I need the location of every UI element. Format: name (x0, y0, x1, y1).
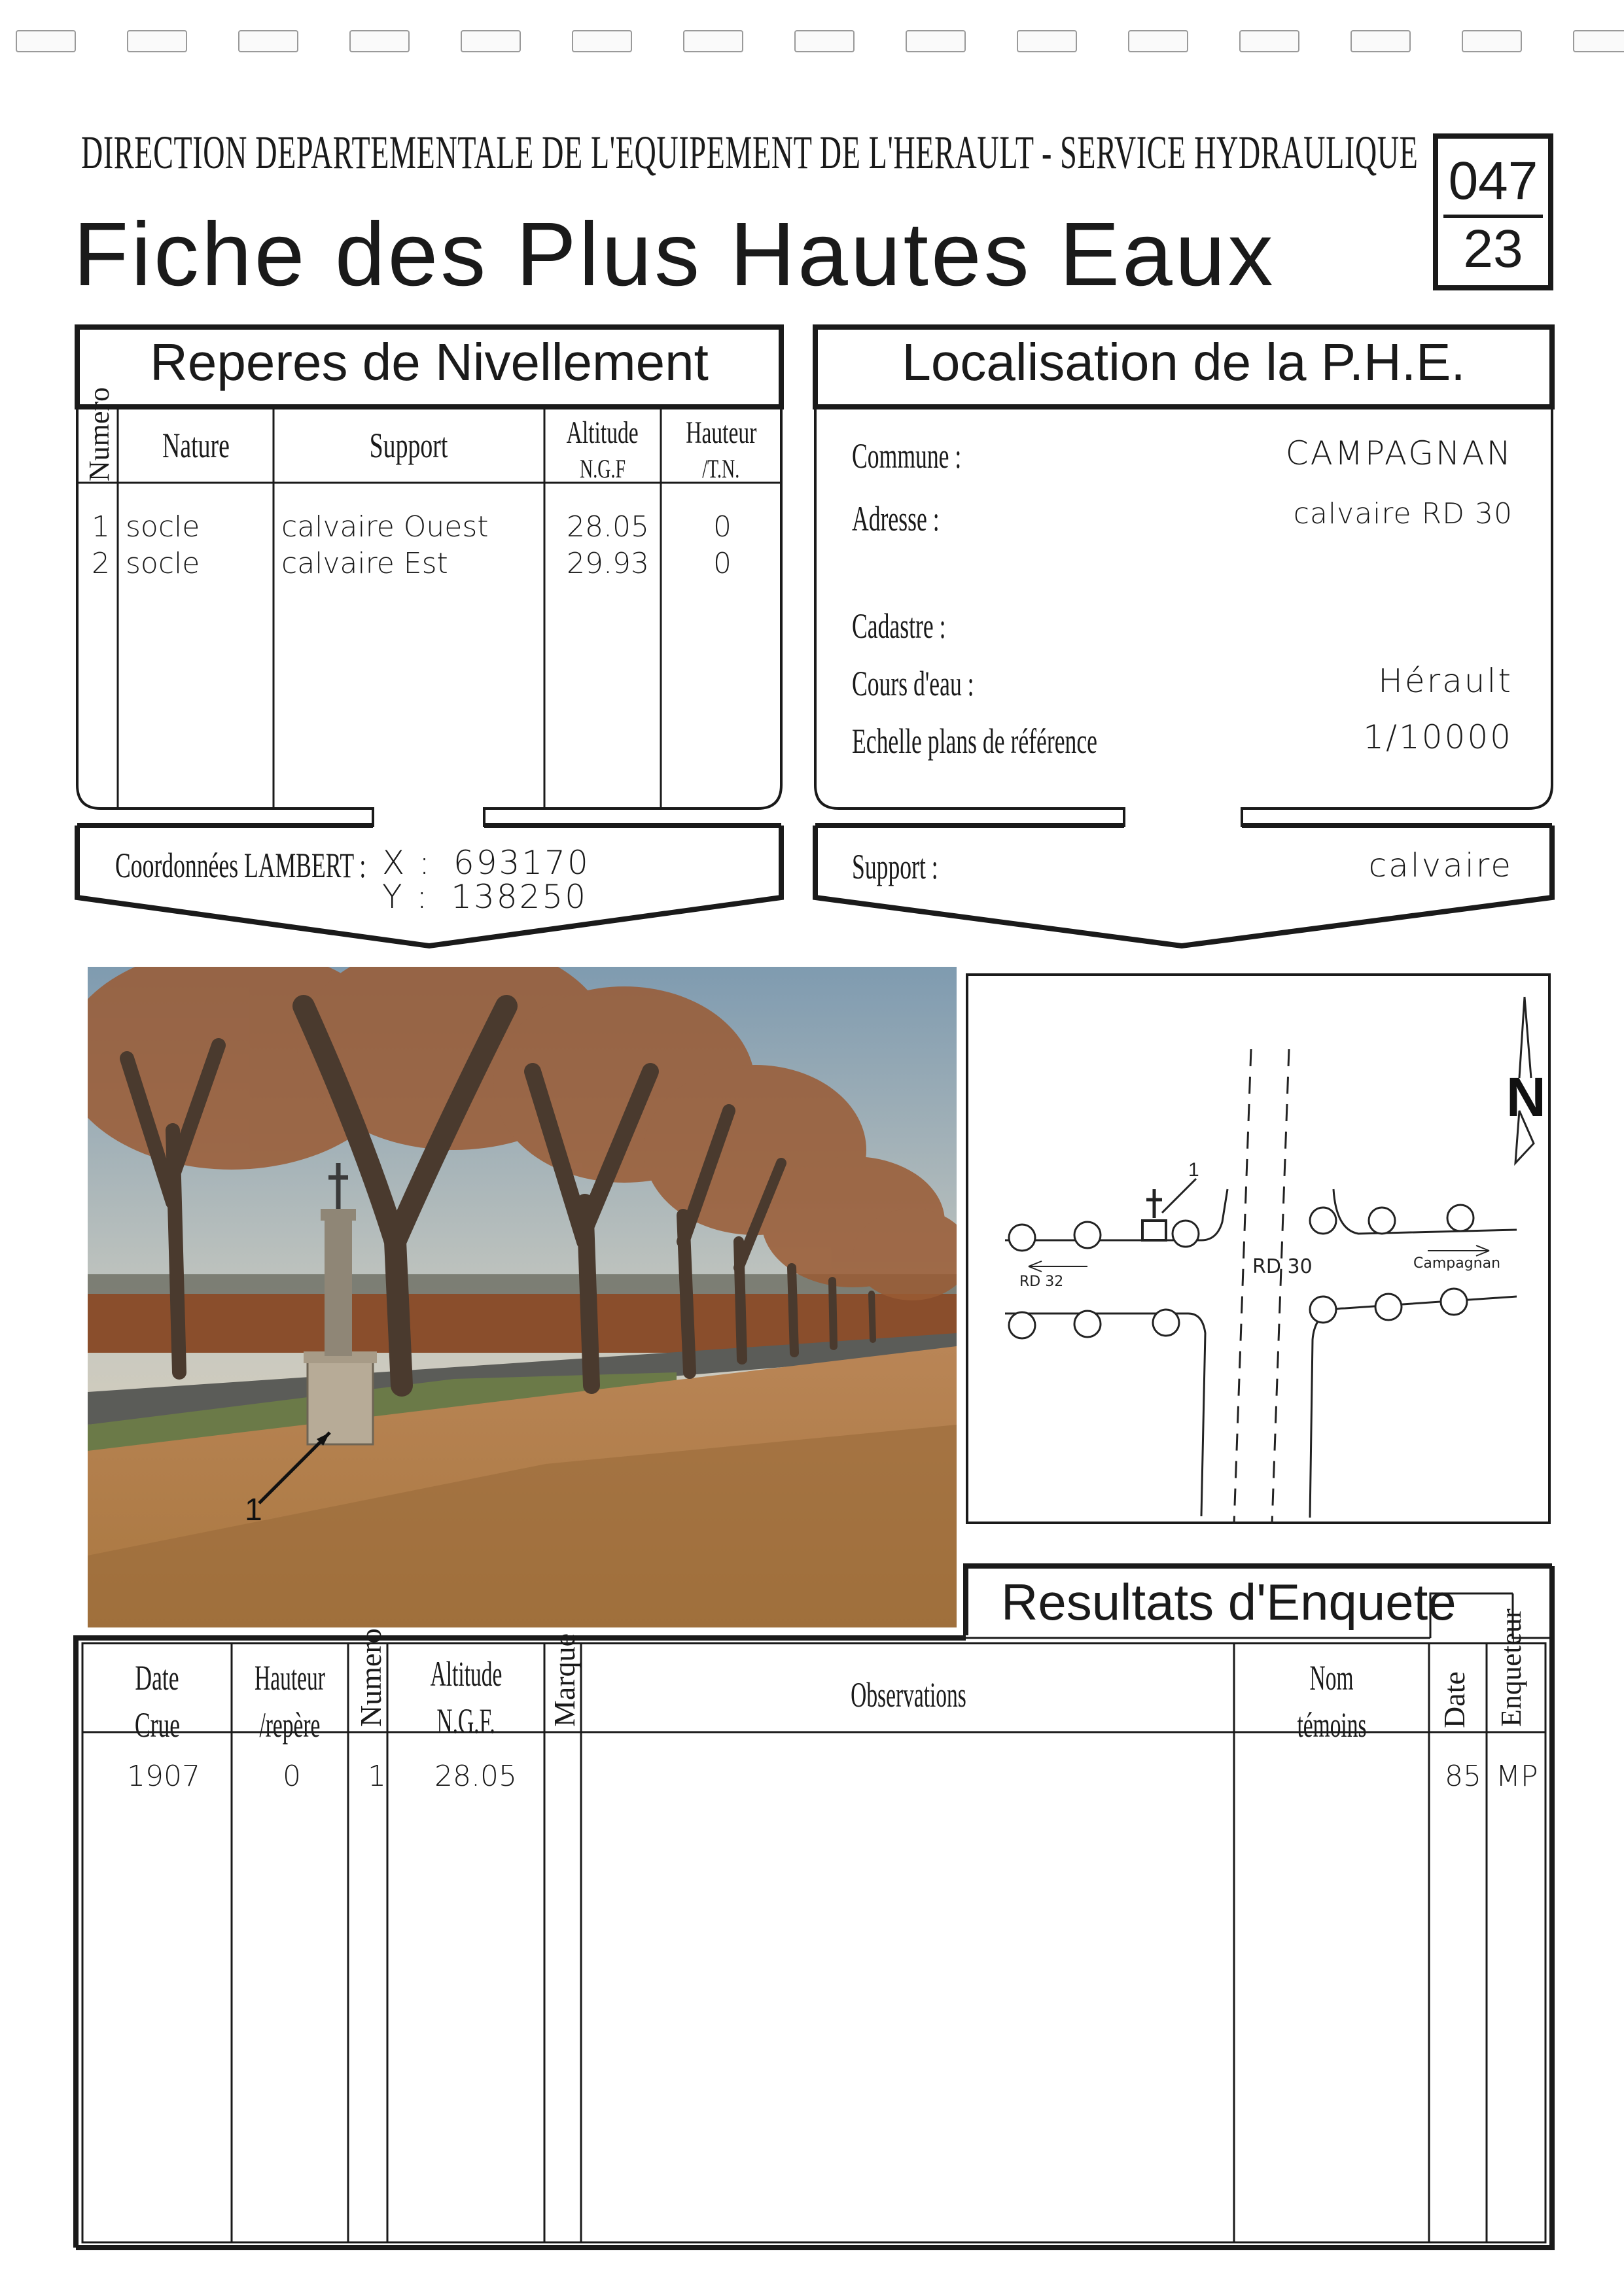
res-header-numero: Numero (354, 1628, 387, 1727)
cadastre-label: Cadastre : (852, 606, 946, 646)
plan-marker: 1 (1188, 1159, 1199, 1181)
row-altitude: 28.05 (567, 510, 649, 544)
cours-label: Cours d'eau : (852, 664, 974, 703)
north-label: N (1506, 1066, 1546, 1128)
row-hauteur: 0 (713, 547, 732, 580)
cours-value: Hérault (1378, 662, 1513, 700)
adresse-value: calvaire RD 30 (1293, 497, 1513, 531)
adresse-label: Adresse : (852, 499, 940, 538)
echelle-value: 1/10000 (1363, 718, 1513, 756)
commune-value: CAMPAGNAN (1285, 434, 1513, 472)
res-header-altitude: Altitude N.G.F. (430, 1654, 502, 1741)
res-hauteur: 0 (283, 1760, 301, 1793)
code-bottom: 23 (1463, 219, 1523, 279)
reperes-header-hauteur: Hauteur /T.N. (685, 415, 757, 483)
row-hauteur: 0 (713, 510, 732, 544)
table-row (0, 1760, 1624, 1799)
row-nature: socle (126, 547, 200, 580)
reperes-header-support: Support (370, 426, 448, 465)
support-label: Support : (852, 847, 938, 886)
y-value: 138250 (451, 878, 588, 916)
res-numero: 1 (368, 1760, 386, 1793)
resultats-title: Resultats d'Enquete (1001, 1573, 1456, 1631)
res-header-enqueteur: Enqueteur (1495, 1609, 1527, 1727)
res-date-crue: 1907 (127, 1760, 200, 1793)
reperes-header-numero: Numero (83, 387, 115, 481)
commune-label: Commune : (852, 436, 962, 476)
res-header-hauteur: Hauteur /repère (255, 1658, 325, 1745)
row-support: calvaire Est (281, 547, 448, 580)
row-support: calvaire Ouest (281, 510, 489, 544)
row-altitude: 29.93 (567, 547, 649, 580)
res-header-marque: Marque (548, 1633, 581, 1727)
res-header-date-crue: Date Crue (134, 1658, 180, 1745)
road-main-label: RD 30 (1252, 1255, 1313, 1278)
x-value: 693170 (453, 844, 590, 882)
res-header-date: Date (1438, 1671, 1471, 1728)
reperes-header-altitude: Altitude N.G.F (566, 415, 639, 483)
direction-right-label: Campagnan (1413, 1255, 1501, 1272)
res-altitude: 28.05 (434, 1760, 517, 1793)
support-value: calvaire (1368, 846, 1513, 884)
row-nature: socle (126, 510, 200, 544)
reperes-title: Reperes de Nivellement (150, 333, 709, 391)
code-top: 047 (1448, 151, 1538, 211)
res-header-nom: Nom témoins (1296, 1658, 1367, 1745)
y-label: Y : (382, 878, 430, 916)
page-title: Fiche des Plus Hautes Eaux (73, 204, 1276, 305)
res-enqueteur: MP (1496, 1760, 1538, 1793)
road-left-label: RD 32 (1019, 1274, 1064, 1290)
row-numero: 1 (92, 510, 110, 544)
localisation-title: Localisation de la P.H.E. (902, 333, 1466, 391)
photo-marker: 1 (245, 1493, 262, 1527)
x-label: X : (382, 844, 432, 882)
reperes-header-nature: Nature (162, 426, 230, 465)
echelle-label: Echelle plans de référence (852, 722, 1097, 761)
lambert-label: Coordonnées LAMBERT : (115, 846, 366, 885)
res-header-observations: Observations (850, 1675, 966, 1714)
row-numero: 2 (92, 547, 110, 580)
res-date: 85 (1445, 1760, 1481, 1793)
department-text: DIRECTION DEPARTEMENTALE DE L'EQUIPEMENT DE L'HERAULT - SERVICE HYDRAULIQUE (81, 126, 1419, 179)
